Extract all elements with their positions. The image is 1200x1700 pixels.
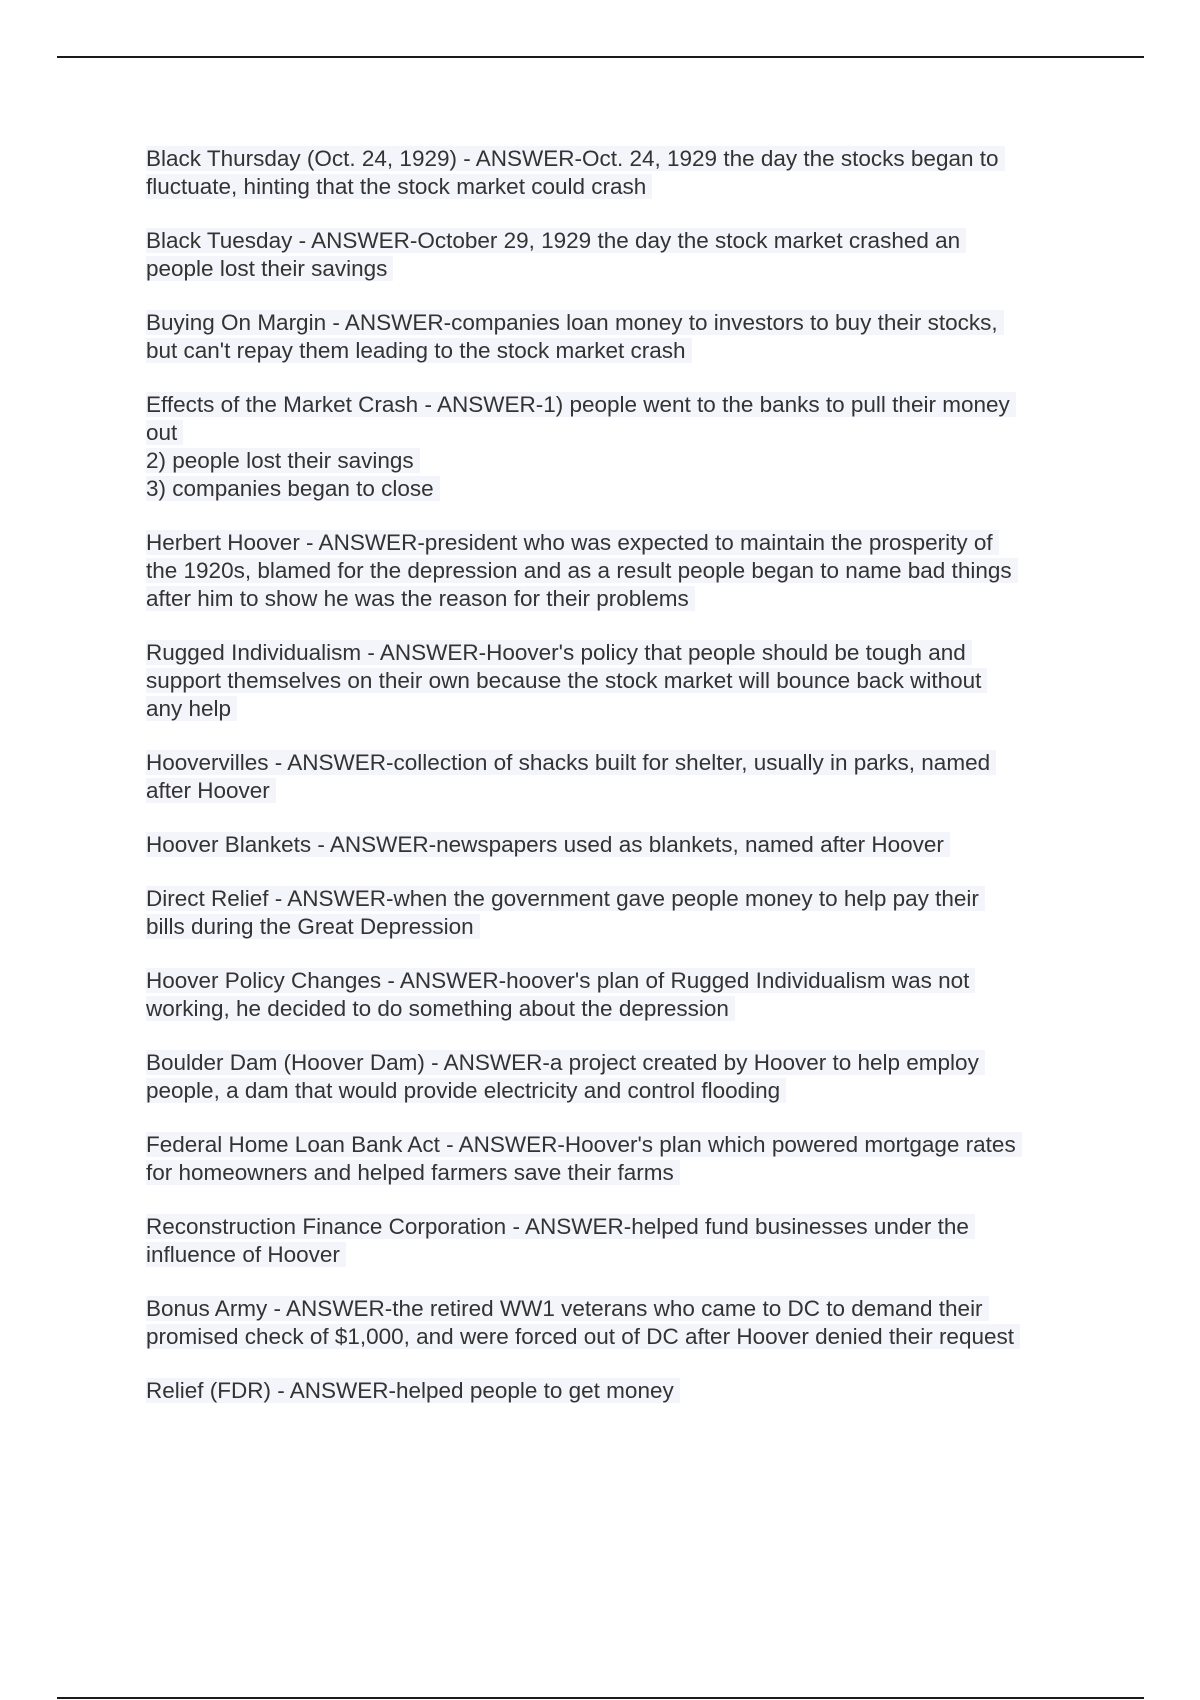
entry-text: but can't repay them leading to the stock market crash [146,338,692,363]
entry-text: the 1920s, blamed for the depression and as a result people began to name bad things [146,558,1018,583]
entry-black-thursday [146,145,1086,201]
entry-text: Hoover Policy Changes - ANSWER-hoover's plan of Rugged Individualism was not [146,968,975,993]
entry-text: promised check of $1,000, and were forced out of DC after Hoover denied their request [146,1324,1020,1349]
entry-text: Black Tuesday - ANSWER-October 29, 1929 the day the stock market crashed an [146,228,966,253]
entry-text: Reconstruction Finance Corporation - ANSWER-helped fund businesses under the [146,1214,975,1239]
document-body [146,145,1086,1431]
entry-black-tuesday [146,227,1086,283]
entry-text: after him to show he was the reason for their problems [146,586,695,611]
entry-text: Herbert Hoover - ANSWER-president who was expected to maintain the prosperity of [146,530,999,555]
entry-rugged-individualism [146,639,1086,723]
entry-boulder-dam [146,1049,1086,1105]
entry-text: working, he decided to do something about the depression [146,996,735,1021]
entry-relief-fdr [146,1377,1086,1405]
entry-text: for homeowners and helped farmers save their farms [146,1160,680,1185]
entry-herbert-hoover [146,529,1086,613]
entry-bonus-army [146,1295,1086,1351]
entry-reconstruction-finance-corporation [146,1213,1086,1269]
entry-text: Hoovervilles - ANSWER-collection of shacks built for shelter, usually in parks, named [146,750,996,775]
bottom-divider [57,1697,1144,1699]
entry-text: influence of Hoover [146,1242,346,1267]
entry-federal-home-loan-bank-act [146,1131,1086,1187]
entry-text: 2) people lost their savings [146,448,420,473]
entry-text: 3) companies began to close [146,476,440,501]
entry-text: Federal Home Loan Bank Act - ANSWER-Hoover's plan which powered mortgage rates [146,1132,1022,1157]
entry-text: Buying On Margin - ANSWER-companies loan money to investors to buy their stocks, [146,310,1004,335]
entry-text: any help [146,696,237,721]
entry-effects-of-market-crash [146,391,1086,503]
entry-text: bills during the Great Depression [146,914,480,939]
entry-text: Black Thursday (Oct. 24, 1929) - ANSWER-Oct. 24, 1929 the day the stocks began to [146,146,1005,171]
entry-text: Boulder Dam (Hoover Dam) - ANSWER-a project created by Hoover to help employ [146,1050,985,1075]
entry-text: Relief (FDR) - ANSWER-helped people to get money [146,1378,680,1403]
entry-hoover-policy-changes [146,967,1086,1023]
entry-text: people lost their savings [146,256,393,281]
entry-direct-relief [146,885,1086,941]
entry-hoovervilles [146,749,1086,805]
entry-text: Direct Relief - ANSWER-when the government gave people money to help pay their [146,886,985,911]
entry-text: Rugged Individualism - ANSWER-Hoover's policy that people should be tough and [146,640,972,665]
entry-text: Effects of the Market Crash - ANSWER-1) people went to the banks to pull their money [146,392,1016,417]
entry-buying-on-margin [146,309,1086,365]
entry-text: people, a dam that would provide electricity and control flooding [146,1078,786,1103]
entry-text: after Hoover [146,778,276,803]
entry-text: Bonus Army - ANSWER-the retired WW1 veterans who came to DC to demand their [146,1296,989,1321]
entry-hoover-blankets [146,831,1086,859]
top-divider [57,56,1144,58]
entry-text: fluctuate, hinting that the stock market could crash [146,174,652,199]
entry-text: support themselves on their own because the stock market will bounce back without [146,668,987,693]
entry-text: Hoover Blankets - ANSWER-newspapers used as blankets, named after Hoover [146,832,950,857]
entry-text: out [146,420,183,445]
